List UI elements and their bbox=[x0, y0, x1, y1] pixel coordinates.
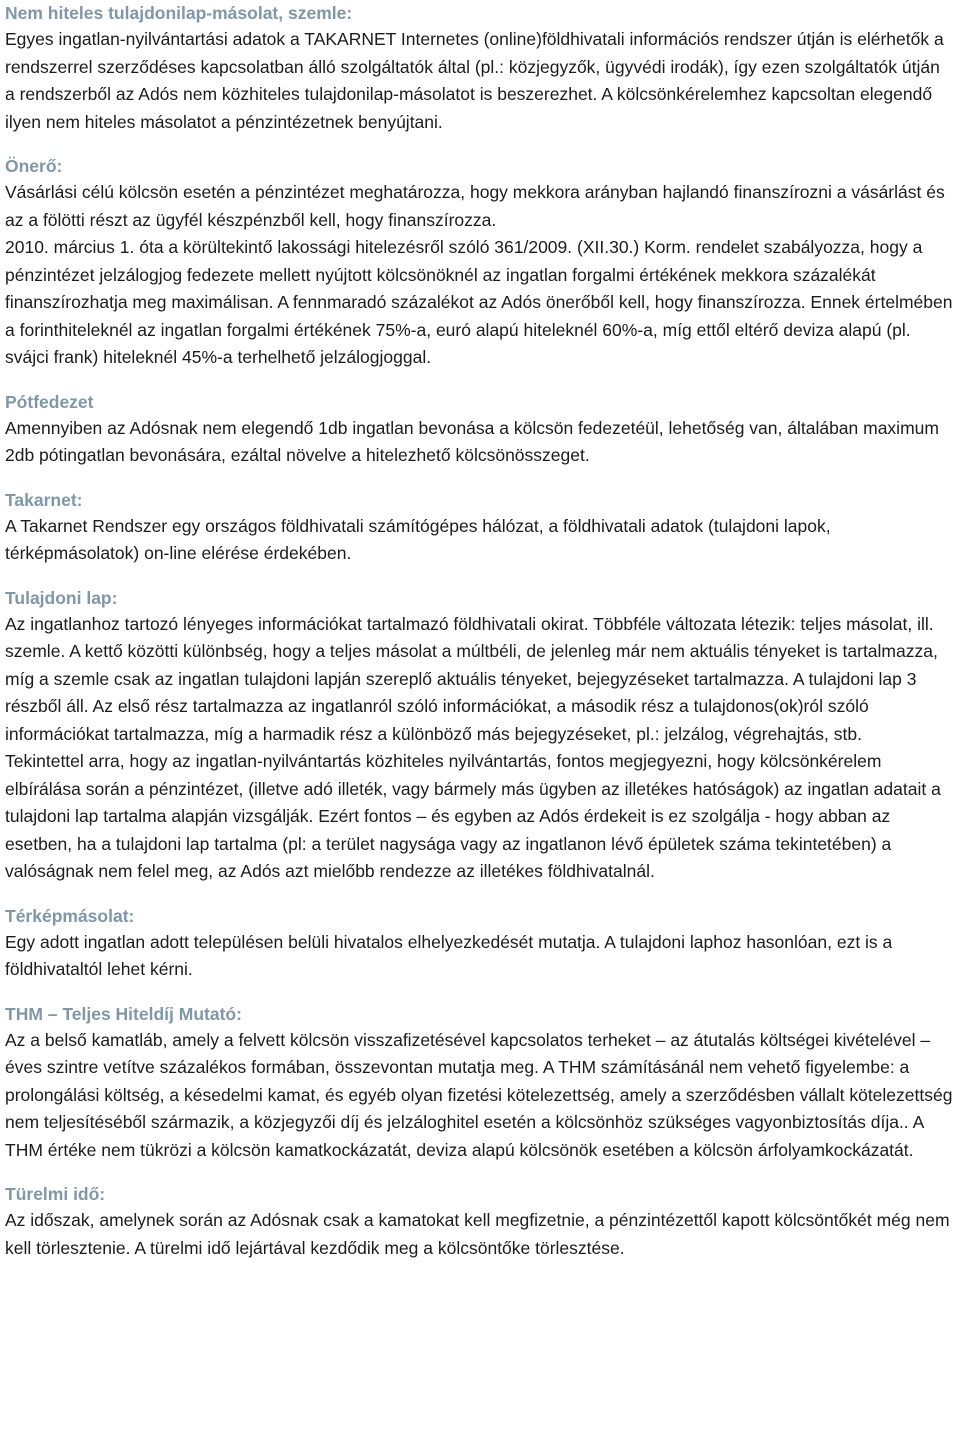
section-heading: Türelmi idő: bbox=[5, 1184, 106, 1204]
section-paragraph: Amennyiben az Adósnak nem elegendő 1db ingatlan bevonása a kölcsön fedezetéül, lehetőség van, általában maximum 2db pótingatlan bevonására, ezáltal növelve a hitelezhető kölcsönösszeget. bbox=[5, 417, 939, 465]
section-paragraph: Tekintettel arra, hogy az ingatlan-nyilvántartás közhiteles nyilvántartás, fontos megjegyezni, hogy kölcsönkérelem elbírálása során a pénzintézet, (illetve adó illeték, vagy bármely más ügyben az illetékes hatóságok) az ingatlan adatait a tulajdoni lap tartalma alapján vizsgálják. Ezért fontos – és egyben az Adós érdekeit is ez szolgálja - hogy abban az esetben, ha a tulajdoni lap tartalma (pl: a terület nagysága vagy az ingatlanon lévő épületek száma tekintetében) a valóságnak nem felel meg, az Adós azt mielőbb rendezze az illetékes földhivatalnál. bbox=[5, 751, 941, 881]
section-paragraph: Az ingatlanhoz tartozó lényeges információkat tartalmazó földhivatali okirat. Többféle változata létezik: teljes másolat, ill. szemle. A kettő közötti különbség, hogy a teljes másolat a múltbéli, de jelenleg már nem aktuális tényeket is tartalmazza, míg a szemle csak az ingatlan tulajdoni lapján szereplő aktuális tényeket, bejegyzéseket tartalmazza. A tulajdoni lap 3 részből áll. Az első rész tartalmazza az ingatlanról szóló információkat, a második rész a tulajdonos(ok)ról szóló információkat tartalmazza, míg a harmadik rész a különböző más bejegyzéseket, pl.: jelzálog, végrehajtás, stb. bbox=[5, 613, 938, 744]
section-takarnet bbox=[5, 487, 954, 568]
section-terkepmasolat bbox=[5, 903, 954, 984]
section-onero bbox=[5, 153, 954, 372]
section-thm bbox=[5, 1001, 954, 1165]
section-heading: Térképmásolat: bbox=[5, 905, 135, 926]
section-paragraph: Az a belső kamatláb, amely a felvett kölcsön visszafizetésével kapcsolatos terheket – az átutalás költségei kivételével – éves szintre vetítve százalékos formában, összevontan mutatja meg. A THM számításánál nem vehető figyelembe: a prolongálási költség, a késedelmi kamat, és egyéb olyan fizetési kötelezettség, amely a szerződésben vállalt kötelezettség nem teljesítéséből származik, a közjegyzői díj és jelzáloghitel esetén a kölcsönhöz szükséges vagyonbiztosítás díja.. A THM értéke nem tükrözi a kölcsön kamatkockázatát, deviza alapú kölcsönök esetében a kölcsön árfolyamkockázatát. bbox=[5, 1029, 953, 1160]
section-paragraph: Egyes ingatlan-nyilvántartási adatok a TAKARNET Internetes (online)földhivatali információs rendszer útján is elérhetők a rendszerrel szerződéses kapcsolatban álló szolgáltatók által (pl.: közjegyzők, ügyvédi irodák), így ezen szolgáltatók útján a rendszerből az Adós nem közhiteles tulajdonilap-másolatot is beszerezhet. A kölcsönkérelemhez kapcsoltan elegendő ilyen nem hiteles másolatot a pénzintézetnek benyújtani. bbox=[5, 29, 944, 132]
section-turelmi-ido bbox=[5, 1181, 954, 1262]
section-paragraph: Az időszak, amelynek során az Adósnak csak a kamatokat kell megfizetnie, a pénzintézettől kapott kölcsöntőkét még nem kell törlesztenie. A türelmi idő lejártával kezdődik meg a kölcsöntőke törlesztése. bbox=[5, 1210, 950, 1258]
section-potfedezet bbox=[5, 389, 954, 470]
section-heading: Önerő: bbox=[5, 156, 63, 176]
section-heading: THM – Teljes Hiteldíj Mutató: bbox=[5, 1003, 242, 1024]
section-paragraph: Egy adott ingatlan adott településen belüli hivatalos elhelyezkedését mutatja. A tulajdoni laphoz hasonlóan, ezt is a földhivataltól lehet kérni. bbox=[5, 931, 893, 979]
section-paragraph: Vásárlási célú kölcsön esetén a pénzintézet meghatározza, hogy mekkora arányban hajlandó finanszírozni a vásárlást és az a fölötti részt az ügyfél készpénzből kell, hogy finanszírozza. bbox=[5, 182, 945, 230]
section-heading: Tulajdoni lap: bbox=[5, 587, 118, 608]
section-tulajdoni-lap bbox=[5, 585, 954, 886]
section-heading: Nem hiteles tulajdonilap-másolat, szemle: bbox=[5, 3, 353, 23]
section-paragraph: A Takarnet Rendszer egy országos földhivatali számítógépes hálózat, a földhivatali adatok (tulajdoni lapok, térképmásolatok) on-line elérése érdekében. bbox=[5, 515, 831, 563]
section-paragraph: 2010. március 1. óta a körültekintő lakossági hitelezésről szóló 361/2009. (XII.30.) Korm. rendelet szabályozza, hogy a pénzintézet jelzálogjog fedezete mellett nyújtott kölcsönöknél az ingatlan forgalmi értékének mekkora százalékát finanszírozhatja meg maximálisan. A fennmaradó százalékot az Adós önerőből kell, hogy finanszírozza. Ennek értelmében a forinthiteleknél az ingatlan forgalmi értékének 75%-a, euró alapú hiteleknél 60%-a, míg ettől eltérő deviza alapú (pl. svájci frank) hiteleknél 45%-a terhelhető jelzálogjoggal. bbox=[5, 237, 953, 367]
section-heading: Takarnet: bbox=[5, 489, 83, 510]
section-nem-hiteles bbox=[5, 0, 954, 136]
section-heading: Pótfedezet bbox=[5, 391, 94, 412]
